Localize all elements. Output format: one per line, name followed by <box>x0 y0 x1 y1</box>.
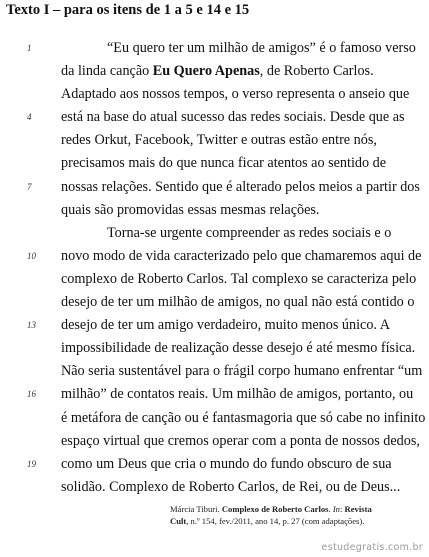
line-text: novo modo de vida caracterizado pelo que chamaremos aqui de <box>61 247 422 264</box>
line-text: “Eu quero ter um milhão de amigos” é o famoso verso <box>107 40 416 56</box>
line-text: milhão” de contatos reais. Um milhão de amigos, portanto, ou <box>61 386 414 403</box>
text-line <box>0 476 429 499</box>
text-line <box>0 106 429 129</box>
line-text: Torna-se urgente compreender as redes sociais e o <box>107 224 392 241</box>
text-title: Texto I – para os itens de 1 a 5 e 14 e 15 <box>6 2 250 18</box>
text-line <box>0 360 429 383</box>
line-text: quais são promovidas essas mesmas relações. <box>61 201 320 218</box>
text-line <box>0 430 429 453</box>
source-citation: Márcia Tiburi. Complexo de Roberto Carlos. In: Revista Cult, n.º 154, fev./2011, ano 14, p. 27 (com adaptações). <box>170 504 372 526</box>
text-body <box>0 37 429 499</box>
line-text-segment: da linda canção <box>61 63 153 80</box>
line-text: solidão. Complexo de Roberto Carlos, de Rei, ou de Deus... <box>61 478 401 495</box>
source-periodical: Revista <box>344 504 372 514</box>
text-line <box>0 383 429 406</box>
text-line <box>0 83 429 106</box>
text-line <box>0 314 429 337</box>
text-line <box>0 37 429 60</box>
text-line <box>0 60 429 83</box>
source-work: Complexo de Roberto Carlos <box>221 504 329 514</box>
text-line <box>0 337 429 360</box>
line-number: 7 <box>27 181 32 192</box>
line-text: nossas relações. Sentido que é alterado pelos meios a partir dos <box>61 178 420 195</box>
line-number: 4 <box>27 112 32 123</box>
line-text: está na base do atual sucesso das redes sociais. Desde que as <box>61 109 405 126</box>
line-text: espaço virtual que cremos operar com a ponta de nossos dedos, <box>61 432 420 449</box>
line-number: 10 <box>27 250 36 261</box>
text-line <box>0 268 429 291</box>
line-text-segment: , de Roberto Carlos. <box>259 63 374 80</box>
text-line <box>0 291 429 314</box>
text-line <box>0 176 429 199</box>
line-text: Não seria sustentável para o frágil corpo humano enfrentar “um <box>61 363 423 380</box>
line-number: 19 <box>27 458 36 469</box>
watermark: estudegratis.com.br <box>321 542 423 553</box>
line-text: complexo de Roberto Carlos. Tal complexo se caracteriza pelo <box>61 270 417 287</box>
line-text: impossibilidade de realização desse desejo é até mesmo física. <box>61 340 416 357</box>
line-text <box>61 60 429 83</box>
source-details: , n.º 154, fev./2011, ano 14, p. 27 (com adaptações). <box>186 516 365 526</box>
text-line <box>0 407 429 430</box>
song-title: Eu Quero Apenas <box>152 63 260 80</box>
line-number: 13 <box>27 320 36 331</box>
text-line <box>0 129 429 152</box>
line-text: precisamos mais do que nunca ficar atentos ao sentido de <box>61 155 387 172</box>
line-text: desejo de ter um milhão de amigos, no qual não está contido o <box>61 294 415 311</box>
text-line <box>0 245 429 268</box>
line-text: redes Orkut, Facebook, Twitter e outras estão entre nós, <box>61 132 377 149</box>
text-line <box>0 222 429 245</box>
text-line <box>0 453 429 476</box>
source-periodical-cont: Cult <box>170 516 187 526</box>
text-line <box>0 199 429 222</box>
line-number: 1 <box>27 43 32 53</box>
line-text: desejo de ter um amigo verdadeiro, muito menos único. A <box>61 317 390 334</box>
line-number: 16 <box>27 389 36 400</box>
text-line <box>0 152 429 175</box>
line-text: como um Deus que cria o mundo do fundo obscuro de sua <box>61 455 392 472</box>
source-author: Márcia Tiburi. <box>170 504 222 514</box>
line-text: Adaptado aos nossos tempos, o verso representa o anseio que <box>61 86 410 103</box>
source-in-label: In <box>332 504 340 514</box>
line-text: é metáfora de canção ou é fantasmagoria que só cabe no infinito <box>61 409 426 426</box>
